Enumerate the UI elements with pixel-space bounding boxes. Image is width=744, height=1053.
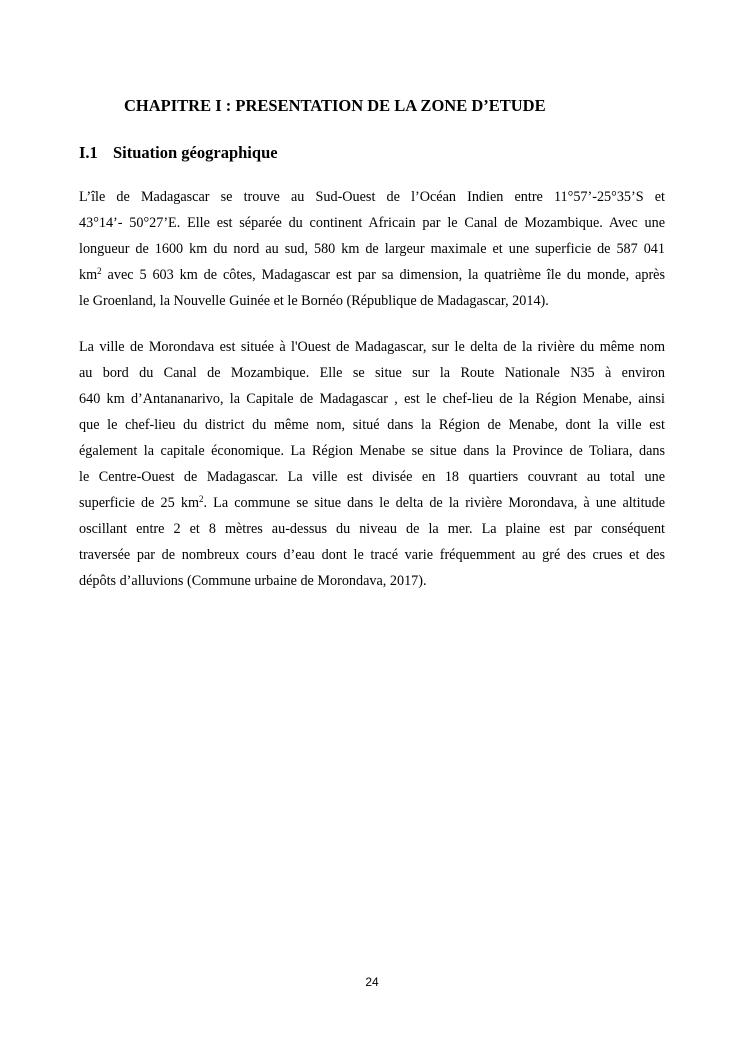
paragraph-line: que le chef-lieu du district du même nom, situé dans la Région de Menabe, dont la ville est: [79, 417, 665, 433]
paragraph-line: [79, 262, 665, 288]
paragraph-line: également la capitale économique. La Région Menabe se situe dans la Province de Toliara, dans: [79, 443, 665, 459]
section-heading: [79, 143, 278, 163]
paragraph-line: dépôts d’alluvions (Commune urbaine de Morondava, 2017).: [79, 573, 427, 589]
paragraph-line: L’île de Madagascar se trouve au Sud-Ouest de l’Océan Indien entre 11°57’-25°35’S et: [79, 189, 665, 205]
paragraph-line: La ville de Morondava est située à l'Ouest de Madagascar, sur le delta de la rivière du même nom: [79, 339, 665, 355]
paragraph-line: le Centre-Ouest de Madagascar. La ville est divisée en 18 quartiers couvrant au total une: [79, 469, 665, 485]
paragraph-line: [79, 490, 665, 516]
line-continuation: . La commune se situe dans le delta de la rivière Morondava, à une altitude: [203, 495, 665, 511]
section-title: Situation géographique: [113, 143, 278, 162]
paragraph-line: au bord du Canal de Mozambique. Elle se situe sur la Route Nationale N35 à environ: [79, 365, 665, 381]
unit-text: km: [79, 267, 98, 283]
paragraph-line: traversée par de nombreux cours d’eau dont le tracé varie fréquemment au gré des crues et des: [79, 547, 665, 563]
line-start: superficie de 25 km: [79, 495, 199, 511]
paragraph-line: 43°14’- 50°27’E. Elle est séparée du continent Africain par le Canal de Mozambique. Avec une: [79, 215, 665, 231]
line-continuation: avec 5 603 km de côtes, Madagascar est par sa dimension, la quatrième île du monde, après: [101, 267, 665, 283]
paragraph-geographic-location: [79, 184, 665, 314]
paragraph-line: longueur de 1600 km du nord au sud, 580 km de largeur maximale et une superficie de 587 041: [79, 241, 665, 257]
superscript: 2: [199, 494, 204, 504]
paragraph-line: le Groenland, la Nouvelle Guinée et le Bornéo (République de Madagascar, 2014).: [79, 293, 549, 309]
section-number: I.1: [79, 143, 98, 162]
superscript: 2: [97, 266, 102, 276]
page-number: 24: [365, 975, 379, 989]
chapter-title: CHAPITRE I : PRESENTATION DE LA ZONE D’ETUDE: [124, 96, 546, 115]
paragraph-line: oscillant entre 2 et 8 mètres au-dessus du niveau de la mer. La plaine est par conséquent: [79, 521, 665, 537]
paragraph-line: 640 km d’Antananarivo, la Capitale de Madagascar , est le chef-lieu de la Région Menabe, ainsi: [79, 391, 665, 407]
paragraph-morondava: [79, 334, 665, 594]
